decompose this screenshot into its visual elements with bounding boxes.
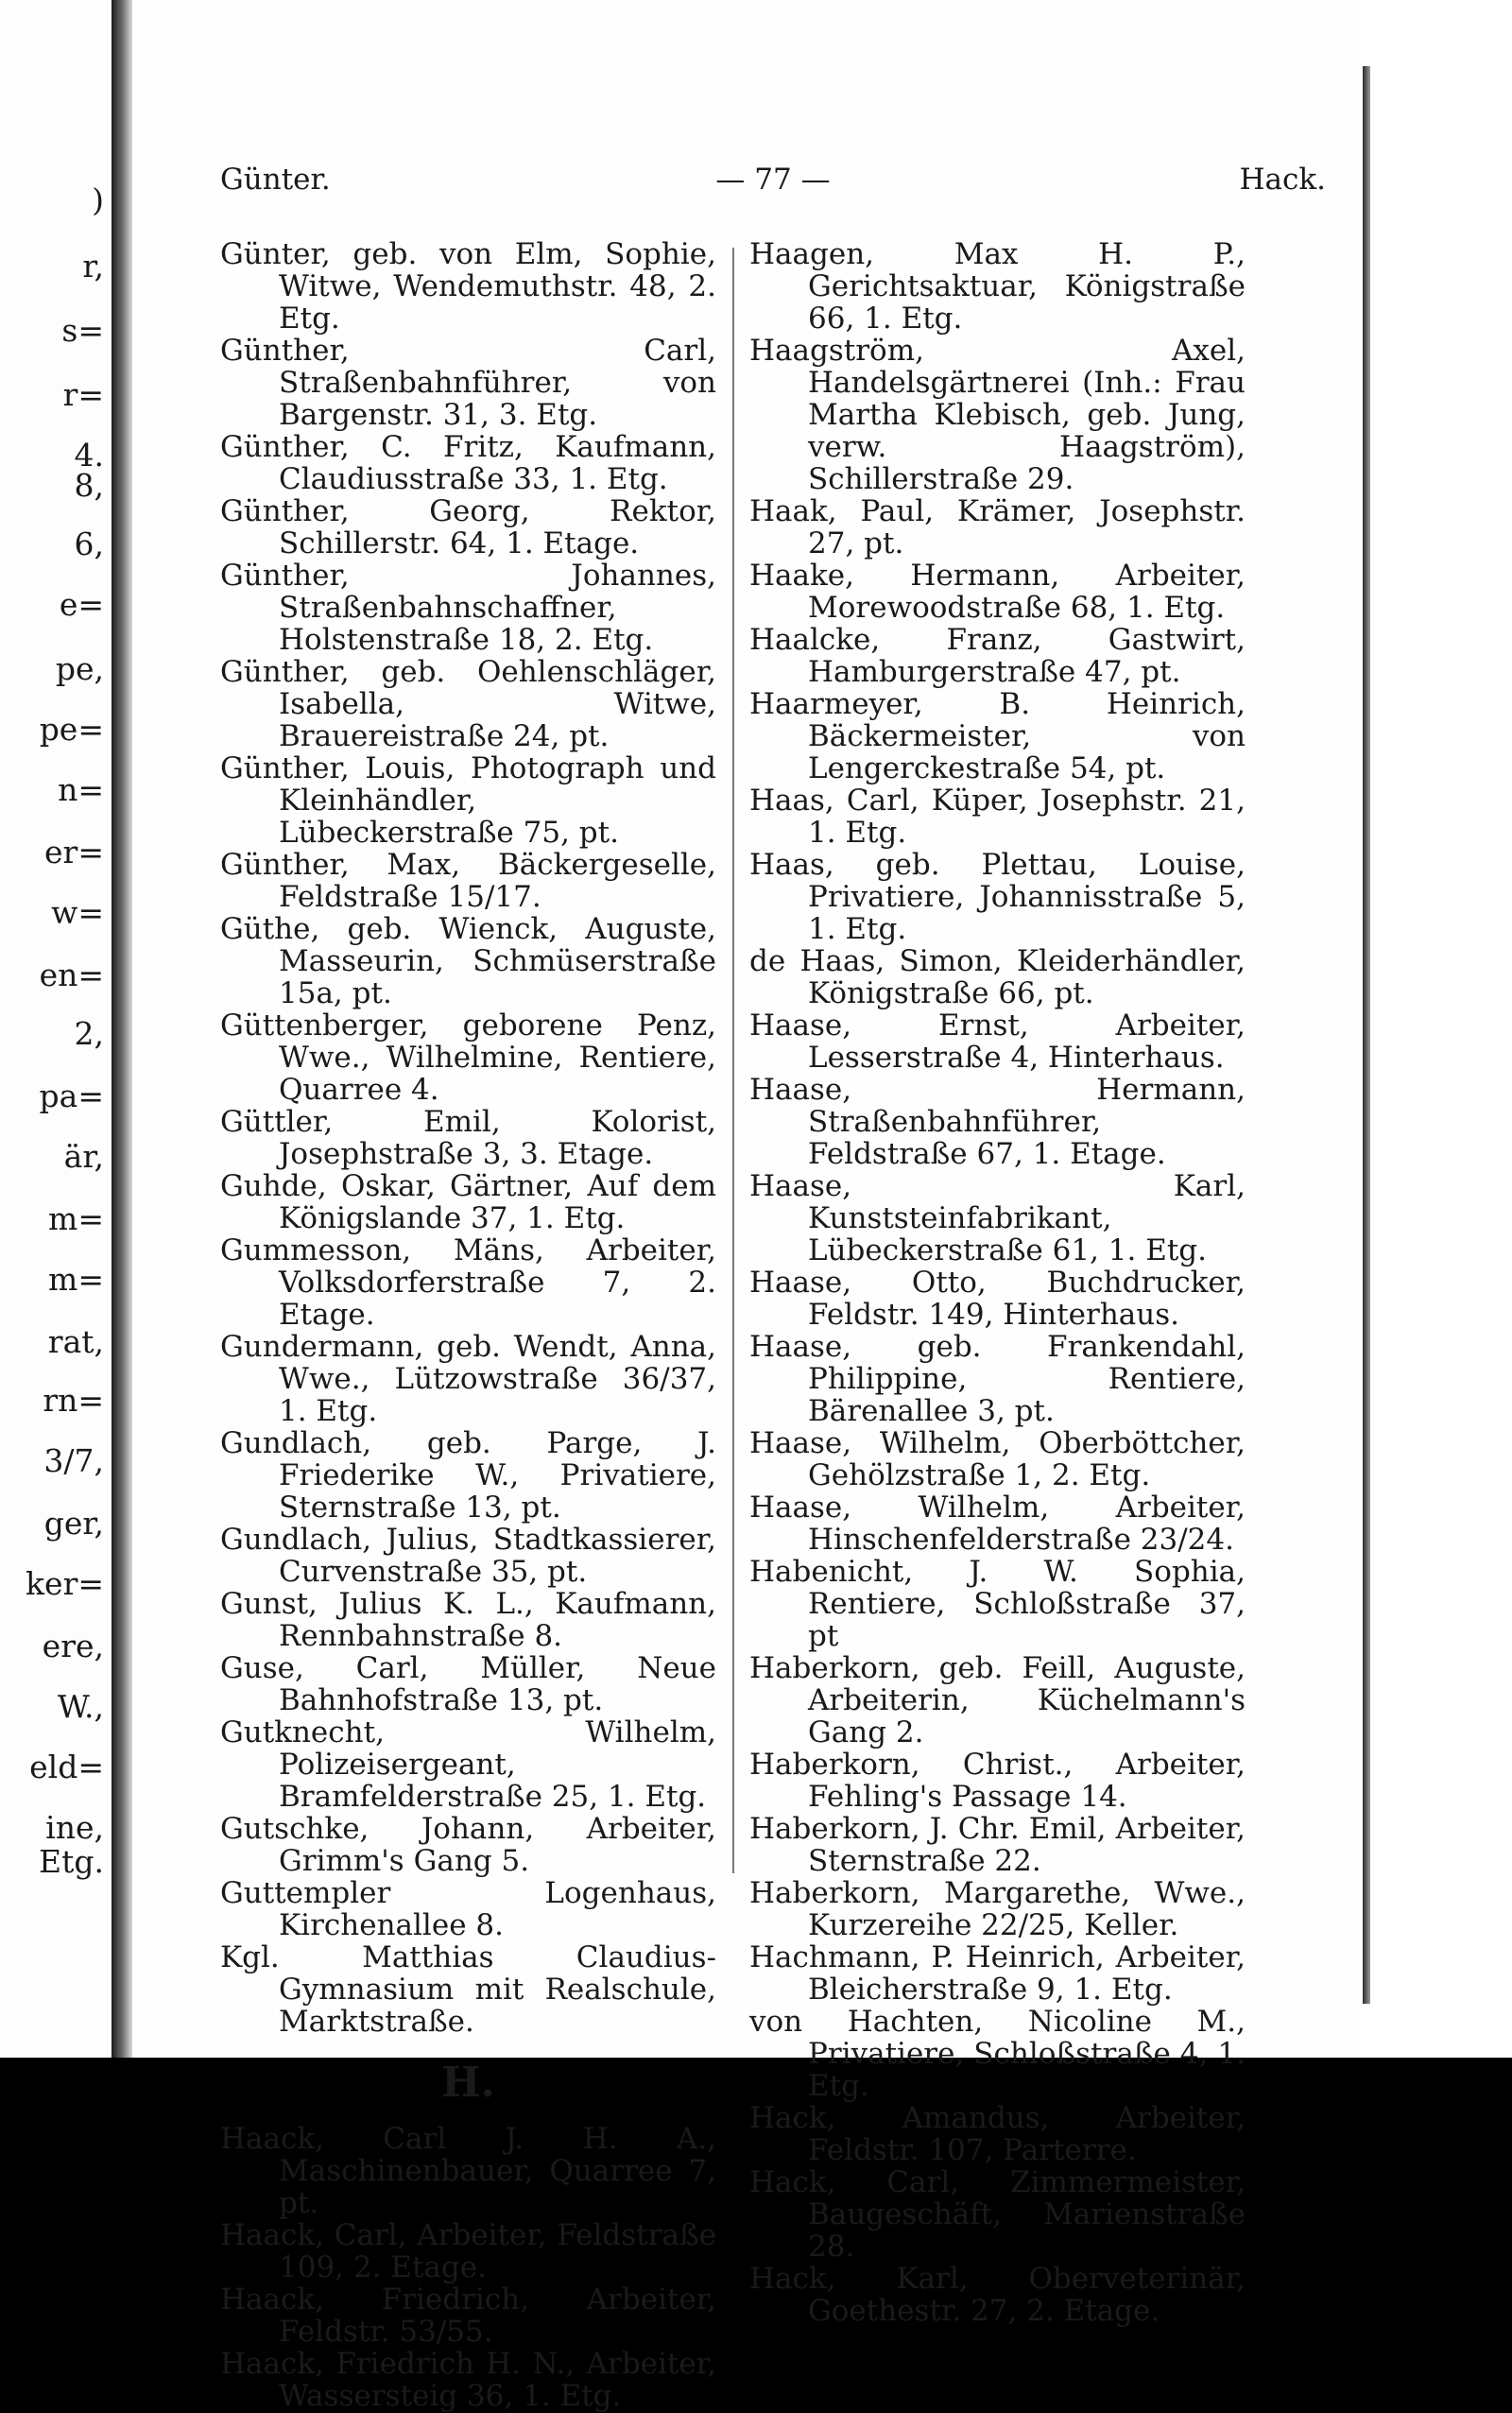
page-number: — 77 — xyxy=(715,163,831,197)
directory-entry: Habenicht, J. W. Sophia, Rentiere, Schloßstraße 37, pt xyxy=(749,1555,1246,1653)
prev-page-fragment: rat, xyxy=(47,1323,104,1360)
prev-page-fragment: 6, xyxy=(74,526,104,562)
directory-entry: Guttempler Logenhaus, Kirchenallee 8. xyxy=(220,1876,716,1942)
directory-entry: Haase, Karl, Kunststeinfabrikant, Lübeckerstraße 61, 1. Etg. xyxy=(749,1169,1246,1267)
prev-page-fragment: en= xyxy=(39,957,104,993)
directory-entry: Güttler, Emil, Kolorist, Josephstraße 3, 3. Etage. xyxy=(220,1105,716,1171)
prev-page-fragment: W., xyxy=(57,1688,104,1725)
directory-entry: Hack, Amandus, Arbeiter, Feldstr. 107, Parterre. xyxy=(749,2101,1246,2167)
directory-entry: Hack, Karl, Oberveterinär, Goethestr. 27, 2. Etage. xyxy=(749,2262,1246,2328)
directory-entry: Guse, Carl, Müller, Neue Bahnhofstraße 13, pt. xyxy=(220,1651,716,1717)
prev-page-fragment: 3/7, xyxy=(43,1442,104,1479)
directory-entry: Haberkorn, Margarethe, Wwe., Kurzereihe 22/25, Keller. xyxy=(749,1876,1246,1942)
directory-entry: Hack, Carl, Zimmermeister, Baugeschäft, Marienstraße 28. xyxy=(749,2165,1246,2264)
directory-entry: Haberkorn, Christ., Arbeiter, Fehling's Passage 14. xyxy=(749,1748,1246,1814)
directory-entry: Kgl. Matthias Claudius-Gymnasium mit Realschule, Marktstraße. xyxy=(220,1940,716,2039)
directory-entry: Haack, Friedrich, Arbeiter, Feldstr. 53/55. xyxy=(220,2283,716,2349)
prev-page-fragment: pa= xyxy=(39,1077,104,1114)
directory-entry: Haas, Carl, Küper, Josephstr. 21, 1. Etg. xyxy=(749,784,1246,850)
directory-entry: Güttenberger, geborene Penz, Wwe., Wilhelmine, Rentiere, Quarree 4. xyxy=(220,1008,716,1107)
header-first-entry: Günter. xyxy=(220,163,331,197)
directory-entry: Haak, Paul, Krämer, Josephstr. 27, pt. xyxy=(749,494,1246,560)
prev-page-fragment: pe= xyxy=(39,711,104,748)
directory-entry: Haberkorn, J. Chr. Emil, Arbeiter, Sternstraße 22. xyxy=(749,1812,1246,1878)
prev-page-fragment: s= xyxy=(61,312,104,349)
book-gutter xyxy=(112,0,132,2058)
prev-page-fragment: ) xyxy=(92,181,104,218)
directory-entry: Haack, Carl, Arbeiter, Feldstraße 109, 2. Etage. xyxy=(220,2218,716,2284)
section-letter-heading: H. xyxy=(441,2059,495,2107)
prev-page-fragment: eld= xyxy=(29,1749,104,1785)
directory-entry: Haberkorn, geb. Feill, Auguste, Arbeiterin, Küchelmann's Gang 2. xyxy=(749,1651,1246,1749)
prev-page-fragment: ere, xyxy=(42,1628,104,1664)
prev-page-fragment: m= xyxy=(48,1261,104,1298)
directory-entry: Haack, Carl J. H. A., Maschinenbauer, Quarree 7, pt. xyxy=(220,2122,716,2220)
directory-entry: Günther, Georg, Rektor, Schillerstr. 64, 1. Etage. xyxy=(220,494,716,560)
directory-entry: Haase, Ernst, Arbeiter, Lesserstraße 4, Hinterhaus. xyxy=(749,1008,1246,1075)
directory-entry: Haase, Hermann, Straßenbahnführer, Feldstraße 67, 1. Etage. xyxy=(749,1073,1246,1171)
prev-page-fragment: ger, xyxy=(43,1505,104,1542)
prev-page-fragment: ine, xyxy=(45,1809,104,1846)
directory-entry: Hachmann, P. Heinrich, Arbeiter, Bleicherstraße 9, 1. Etg. xyxy=(749,1940,1246,2007)
directory-entry: Haase, Wilhelm, Arbeiter, Hinschenfelderstraße 23/24. xyxy=(749,1491,1246,1557)
directory-entry: Günther, Carl, Straßenbahnführer, von Bargenstr. 31, 3. Etg. xyxy=(220,334,716,432)
prev-page-fragment: r= xyxy=(62,376,104,413)
prev-page-fragment: är, xyxy=(63,1138,104,1175)
prev-page-fragment: w= xyxy=(51,894,104,931)
prev-page-fragment: ker= xyxy=(26,1565,104,1602)
directory-entry: Gutschke, Johann, Arbeiter, Grimm's Gang 5. xyxy=(220,1812,716,1878)
prev-page-fragment: 8, xyxy=(74,467,104,504)
right-column xyxy=(749,238,1246,2327)
directory-entry: Gundlach, Julius, Stadtkassierer, Curvenstraße 35, pt. xyxy=(220,1523,716,1589)
directory-entry: Günther, C. Fritz, Kaufmann, Claudiusstraße 33, 1. Etg. xyxy=(220,430,716,496)
prev-page-fragment: 2, xyxy=(74,1015,104,1052)
prev-page-fragment: e= xyxy=(59,586,104,623)
prev-page-fragment: rn= xyxy=(43,1382,104,1419)
left-column xyxy=(220,238,716,2412)
prev-page-fragment: n= xyxy=(58,771,104,808)
directory-entry: Günther, Johannes, Straßenbahnschaffner, Holstenstraße 18, 2. Etg. xyxy=(220,559,716,657)
directory-entry: Haase, geb. Frankendahl, Philippine, Rentiere, Bärenallee 3, pt. xyxy=(749,1330,1246,1428)
column-divider xyxy=(732,248,734,1873)
directory-entry: Haagström, Axel, Handelsgärtnerei (Inh.: Frau Martha Klebisch, geb. Jung, verw. Haagström), Schillerstraße 29. xyxy=(749,334,1246,496)
directory-entry: Haake, Hermann, Arbeiter, Morewoodstraße 68, 1. Etg. xyxy=(749,559,1246,625)
directory-entry: Gunst, Julius K. L., Kaufmann, Rennbahnstraße 8. xyxy=(220,1587,716,1653)
running-header xyxy=(220,163,1326,210)
directory-entry: Haack, Friedrich H. N., Arbeiter, Wassersteig 36, 1. Etg. xyxy=(220,2347,716,2413)
directory-entry: Haase, Wilhelm, Oberböttcher, Gehölzstraße 1, 2. Etg. xyxy=(749,1426,1246,1492)
directory-entry: Güthe, geb. Wienck, Auguste, Masseurin, Schmüserstraße 15a, pt. xyxy=(220,912,716,1010)
previous-page-edge xyxy=(0,0,112,2058)
directory-entry: Haase, Otto, Buchdrucker, Feldstr. 149, Hinterhaus. xyxy=(749,1266,1246,1332)
directory-entry: Haas, geb. Plettau, Louise, Privatiere, Johannisstraße 5, 1. Etg. xyxy=(749,848,1246,946)
prev-page-fragment: m= xyxy=(48,1200,104,1237)
prev-page-fragment: pe, xyxy=(55,650,104,687)
directory-entry: Gundermann, geb. Wendt, Anna, Wwe., Lützowstraße 36/37, 1. Etg. xyxy=(220,1330,716,1428)
header-last-entry: Hack. xyxy=(1239,163,1326,197)
directory-entry: Guhde, Oskar, Gärtner, Auf dem Königslande 37, 1. Etg. xyxy=(220,1169,716,1235)
directory-page xyxy=(132,0,1363,2413)
prev-page-fragment: Etg. xyxy=(39,1843,104,1880)
directory-entry: Günther, Louis, Photograph und Kleinhändler, Lübeckerstraße 75, pt. xyxy=(220,751,716,850)
directory-entry: Günther, geb. Oehlenschläger, Isabella, Witwe, Brauereistraße 24, pt. xyxy=(220,655,716,753)
directory-entry: Haarmeyer, B. Heinrich, Bäckermeister, von Lengerckestraße 54, pt. xyxy=(749,687,1246,785)
directory-entry: Gutknecht, Wilhelm, Polizeisergeant, Bramfelderstraße 25, 1. Etg. xyxy=(220,1715,716,1814)
directory-entry: Günther, Max, Bäckergeselle, Feldstraße 15/17. xyxy=(220,848,716,914)
directory-entry: Günter, geb. von Elm, Sophie, Witwe, Wendemuthstr. 48, 2. Etg. xyxy=(220,237,716,336)
directory-entry: Gummesson, Mäns, Arbeiter, Volksdorferstraße 7, 2. Etage. xyxy=(220,1233,716,1332)
prev-page-fragment: 4. xyxy=(74,437,104,474)
prev-page-fragment: r, xyxy=(82,248,104,284)
directory-entry: de Haas, Simon, Kleiderhändler, Königstraße 66, pt. xyxy=(749,944,1246,1010)
directory-entry: Haagen, Max H. P., Gerichtsaktuar, Königstraße 66, 1. Etg. xyxy=(749,237,1246,336)
page-edge-shadow xyxy=(1363,66,1370,2004)
directory-entry: von Hachten, Nicoline M., Privatiere, Schloßstraße 4, 1. Etg. xyxy=(749,2005,1246,2103)
prev-page-fragment: er= xyxy=(44,834,104,870)
directory-entry: Haalcke, Franz, Gastwirt, Hamburgerstraße 47, pt. xyxy=(749,623,1246,689)
directory-entry: Gundlach, geb. Parge, J. Friederike W., Privatiere, Sternstraße 13, pt. xyxy=(220,1426,716,1525)
page-right-margin xyxy=(1363,0,1512,2058)
